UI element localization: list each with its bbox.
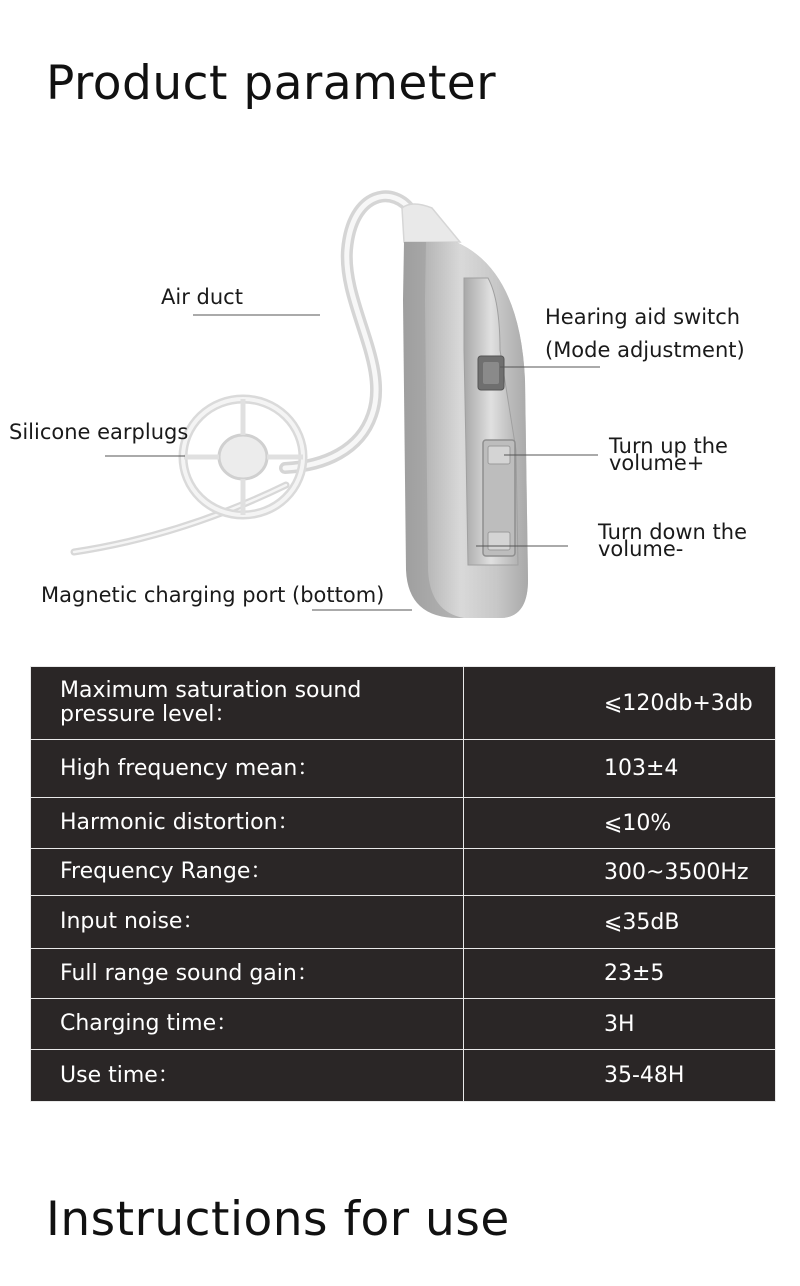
- silicone-earplug: [183, 399, 303, 515]
- callout-air-duct: Air duct: [161, 285, 243, 309]
- ear-hook-top: [402, 204, 460, 242]
- spec-value: 23±5: [464, 949, 776, 999]
- callout-hearing-aid-switch: [545, 301, 745, 366]
- volume-rocker: [483, 440, 515, 556]
- callout-silicone-earplugs: Silicone earplugs: [9, 420, 189, 444]
- spec-label: Frequency Range：: [31, 849, 464, 896]
- spec-table: [30, 666, 776, 1102]
- product-diagram: [0, 150, 800, 650]
- callout-volume-up: [609, 434, 728, 476]
- table-row: [31, 896, 776, 949]
- spec-value: ⩽35dB: [464, 896, 776, 949]
- spec-label-line2: pressure level：: [60, 702, 237, 727]
- hearing-aid-illustration: [0, 150, 800, 650]
- spec-label-line1: Maximum saturation sound: [60, 678, 362, 704]
- callout-volume-down-line2: volume-: [598, 537, 684, 562]
- table-row: [31, 1050, 776, 1102]
- spec-value: 300~3500Hz: [464, 849, 776, 896]
- spec-label: Input noise：: [31, 896, 464, 949]
- table-row: [31, 667, 776, 740]
- spec-label: Full range sound gain：: [31, 949, 464, 999]
- spec-label: [31, 667, 464, 740]
- spec-label: Charging time：: [31, 999, 464, 1050]
- spec-value: 35-48H: [464, 1050, 776, 1102]
- callout-volume-up-line2: volume+: [609, 451, 705, 476]
- table-row: [31, 999, 776, 1050]
- spec-value: ⩽120db+3db: [464, 667, 776, 740]
- device-body: [403, 242, 528, 618]
- callout-volume-down: [598, 520, 747, 562]
- callout-volume-up-line1: Turn up the: [609, 434, 728, 458]
- section-title-instructions: Instructions for use: [46, 1192, 510, 1247]
- table-row: [31, 740, 776, 798]
- callout-switch-line1: Hearing aid switch: [545, 305, 741, 329]
- page-title: Product parameter: [46, 56, 497, 111]
- mode-switch-button: [478, 356, 504, 390]
- table-row: [31, 949, 776, 999]
- spec-label: High frequency mean：: [31, 740, 464, 798]
- callout-charging-port: Magnetic charging port (bottom): [41, 583, 385, 607]
- spec-label: Harmonic distortion：: [31, 798, 464, 849]
- table-row: [31, 849, 776, 896]
- table-row: [31, 798, 776, 849]
- spec-value: ⩽10%: [464, 798, 776, 849]
- callout-volume-down-line1: Turn down the: [598, 520, 747, 544]
- spec-value: 3H: [464, 999, 776, 1050]
- spec-label: Use time：: [31, 1050, 464, 1102]
- callout-switch-line2: (Mode adjustment): [545, 337, 745, 362]
- spec-value: 103±4: [464, 740, 776, 798]
